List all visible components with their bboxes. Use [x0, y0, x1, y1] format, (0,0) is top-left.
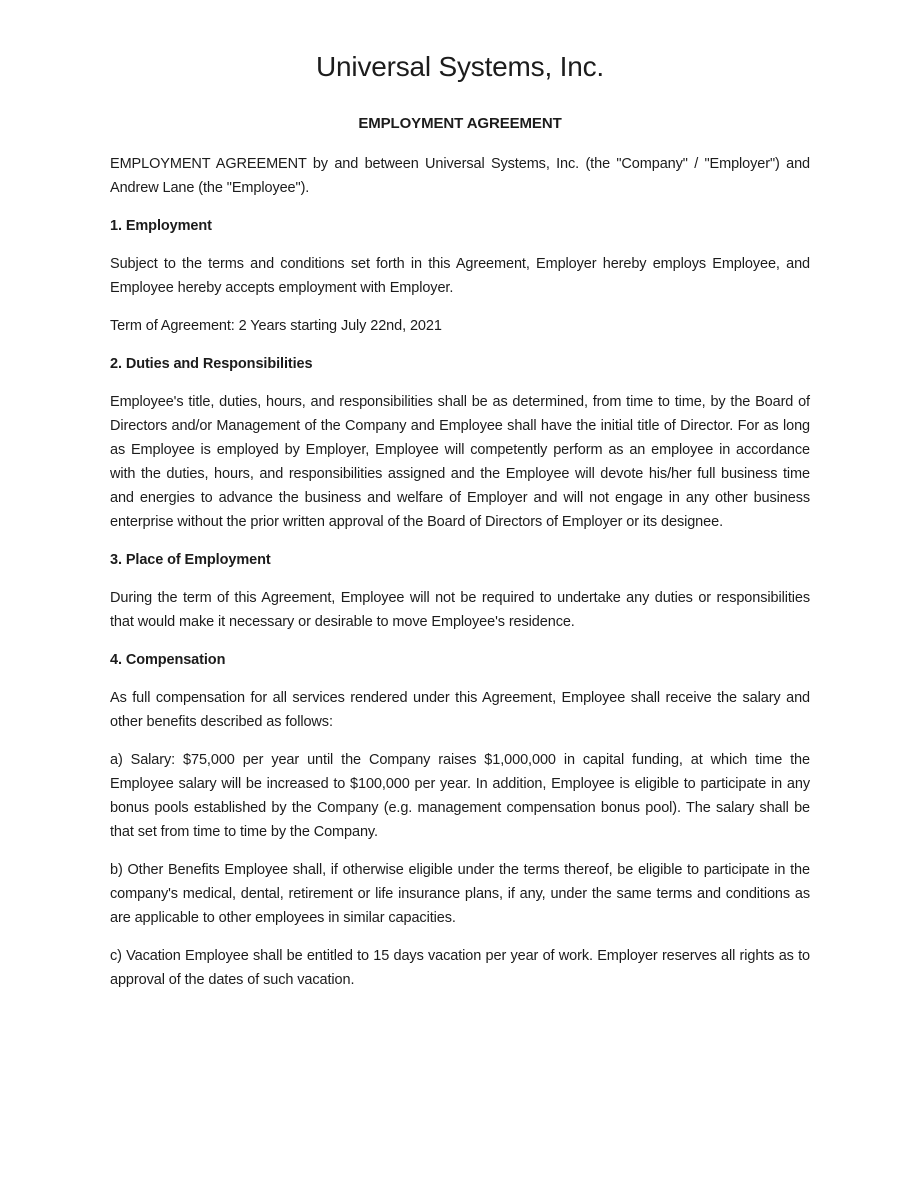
section-paragraph: Term of Agreement: 2 Years starting July 22nd, 2021: [110, 318, 442, 334]
intro-paragraph: EMPLOYMENT AGREEMENT by and between Universal Systems, Inc. (the "Company" / "Employer") and Andrew Lane (the "Employee").: [110, 156, 810, 196]
section-paragraph: Employee's title, duties, hours, and responsibilities shall be as determined, from time to time, by the Board of Directors and/or Management of the Company and Employee shall have the initial title of Director. For as long as Employee is employed by Employer, Employee will competently perform as an employee in accordance with the duties, hours, and responsibilities assigned and the Employee will devote his/her full business time and energies to advance the business and welfare of Employer and will not engage in any other business enterprise without the prior written approval of the Board of Directors of Employer or its designee.: [110, 394, 810, 530]
section-paragraph: a) Salary: $75,000 per year until the Company raises $1,000,000 in capital funding, at which time the Employee salary will be increased to $100,000 per year. In addition, Employee is eligible to participate in any bonus pools established by the Company (e.g. management compensation bonus pool). The salary shall be that set from time to time by the Company.: [110, 752, 810, 840]
section-paragraph: b) Other Benefits Employee shall, if otherwise eligible under the terms thereof, be eligible to participate in the company's medical, dental, retirement or life insurance plans, if any, under the same terms and conditions as are applicable to other employees in similar capacities.: [110, 862, 810, 926]
section-heading: 2. Duties and Responsibilities: [110, 356, 313, 372]
section-heading: 3. Place of Employment: [110, 552, 271, 568]
document-subtitle: EMPLOYMENT AGREEMENT: [358, 115, 562, 132]
section-heading: 1. Employment: [110, 218, 212, 234]
section-paragraph: c) Vacation Employee shall be entitled to 15 days vacation per year of work. Employer reserves all rights as to approval of the dates of such vacation.: [110, 948, 810, 988]
section-paragraph: Subject to the terms and conditions set forth in this Agreement, Employer hereby employs Employee, and Employee hereby accepts employment with Employer.: [110, 256, 810, 296]
section-paragraph: As full compensation for all services rendered under this Agreement, Employee shall receive the salary and other benefits described as follows:: [110, 690, 810, 730]
document-title: Universal Systems, Inc.: [316, 51, 604, 82]
section-heading: 4. Compensation: [110, 652, 226, 668]
sections-container: [110, 214, 810, 992]
section-paragraph: During the term of this Agreement, Employee will not be required to undertake any duties or responsibilities that would make it necessary or desirable to move Employee's residence.: [110, 590, 810, 630]
